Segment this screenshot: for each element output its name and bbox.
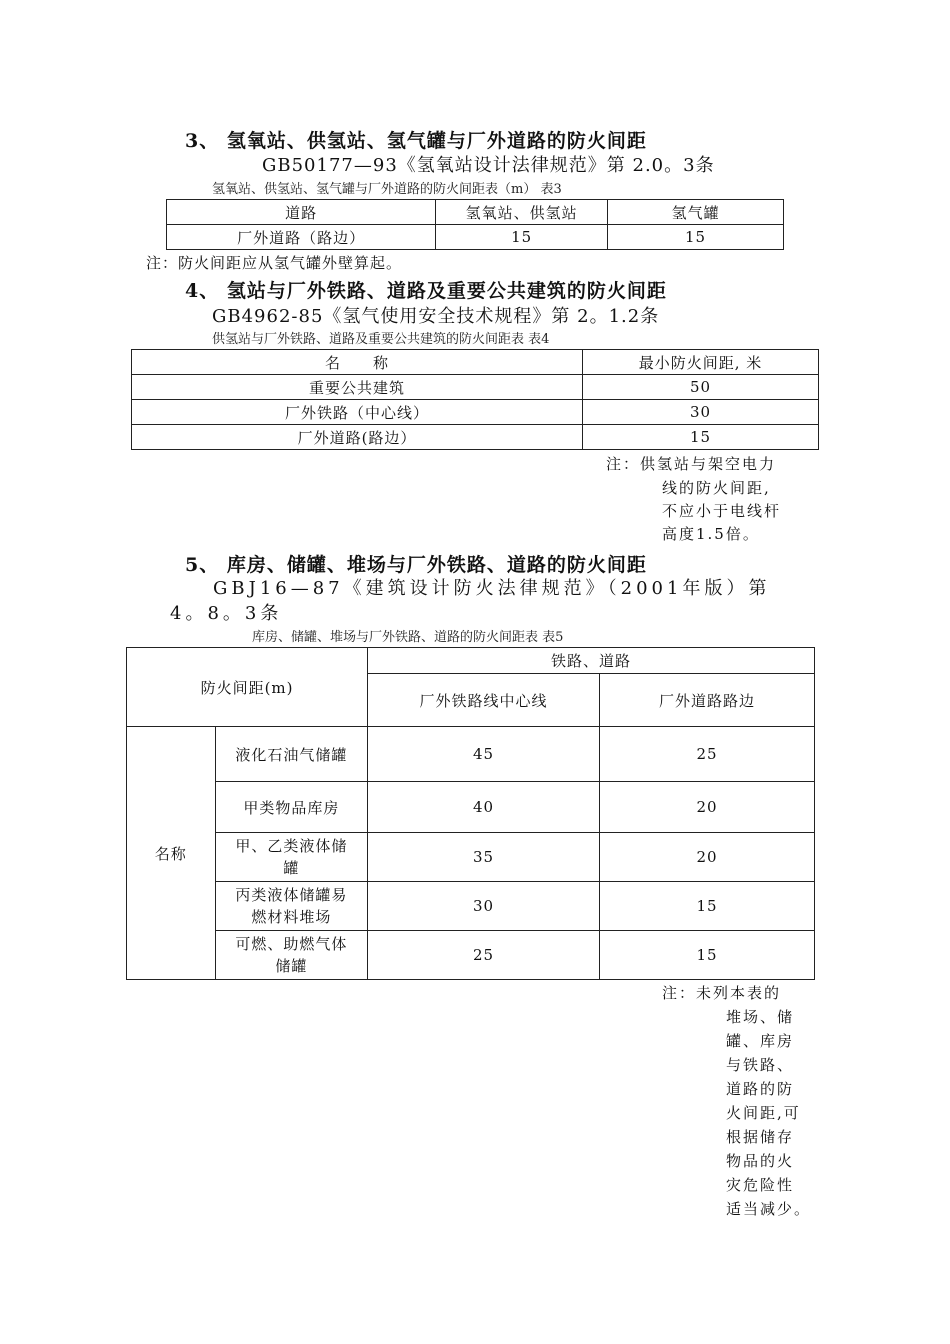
table-5-group-header: 铁路、道路 (368, 648, 815, 674)
table-5-cell-name: 丙类液体储罐易燃材料堆场 (215, 882, 367, 931)
section-4-note-line: 注：供氢站与架空电力 (606, 455, 777, 473)
table-4-cell: 厂外道路(路边） (132, 425, 583, 450)
section-5-note-line: 灾危险性 (726, 1176, 795, 1194)
table-4-caption: 供氢站与厂外铁路、道路及重要公共建筑的防火间距表 表4 (212, 332, 550, 347)
table-5-cell-road: 15 (599, 931, 814, 980)
table-5-caption: 库房、储罐、堆场与厂外铁路、道路的防火间距表 表5 (252, 630, 564, 645)
section-3-note: 注：防火间距应从氢气罐外壁算起。 (146, 254, 403, 272)
table-4 (131, 349, 819, 450)
table-5-cell-rail: 35 (368, 833, 600, 882)
table-5-cell-rail: 30 (368, 882, 600, 931)
table-5-cell-name: 可燃、助燃气体储罐 (215, 931, 367, 980)
section-4-note-line: 不应小于电线杆 (662, 502, 782, 520)
section-4-standard: GB4962-85《氢气使用安全技术规程》第 2。1.2条 (212, 306, 660, 327)
table-5-row-group: 名称 (127, 727, 216, 980)
table-3-header-road: 道路 (167, 200, 436, 225)
table-4-cell: 15 (583, 425, 819, 450)
section-4-note-line: 线的防火间距, (662, 479, 771, 497)
section-3-heading: 3、 氢氧站、供氢站、氢气罐与厂外道路的防火间距 (185, 130, 647, 152)
table-row (127, 833, 815, 882)
section-5-note-line: 适当减少。 (726, 1200, 812, 1218)
table-row (132, 375, 819, 400)
table-row (127, 931, 815, 980)
table-5-cell-rail: 40 (368, 782, 600, 833)
table-row (132, 425, 819, 450)
table-3-cell: 15 (436, 225, 608, 250)
table-4-cell: 30 (583, 400, 819, 425)
section-5-note-line: 道路的防 (726, 1080, 795, 1098)
table-5-cell-rail: 25 (368, 931, 600, 980)
section-5-note-line: 根据储存 (726, 1128, 795, 1146)
section-5-note-line: 物品的火 (726, 1152, 795, 1170)
table-5-cell-name: 甲类物品库房 (215, 782, 367, 833)
table-5-cell-road: 20 (599, 782, 814, 833)
section-5-note-line: 堆场、储 (726, 1008, 795, 1026)
section-5-heading: 5、 库房、储罐、堆场与厂外铁路、道路的防火间距 (185, 554, 647, 576)
section-5-note-line: 火间距,可 (726, 1104, 801, 1122)
table-3-header-station: 氢氧站、供氢站 (436, 200, 608, 225)
table-5-header-road: 厂外道路路边 (599, 674, 814, 727)
table-row (127, 727, 815, 782)
section-3-standard: GB50177—93《氢氧站设计法律规范》第 2.0。3条 (262, 155, 715, 176)
table-3-caption: 氢氧站、供氢站、氢气罐与厂外道路的防火间距表（m） 表3 (212, 182, 562, 197)
table-5-cell-name: 液化石油气储罐 (215, 727, 367, 782)
section-5-standard: GBJ16—87《建筑设计防火法律规范》（2001年版）第 (213, 578, 771, 599)
table-4-header-distance: 最小防火间距, 米 (583, 350, 819, 375)
table-5-cell-road: 20 (599, 833, 814, 882)
table-5-cell-name: 甲、乙类液体储罐 (215, 833, 367, 882)
table-4-cell: 重要公共建筑 (132, 375, 583, 400)
table-5-cell-road: 25 (599, 727, 814, 782)
table-3 (166, 199, 784, 250)
table-3-cell: 15 (608, 225, 784, 250)
table-row (167, 225, 784, 250)
section-5-note-line: 注：未列本表的 (662, 984, 782, 1002)
section-5-note-line: 罐、库房 (726, 1032, 795, 1050)
table-5-corner: 防火间距(m) (127, 648, 368, 727)
table-row (127, 882, 815, 931)
table-3-header-tank: 氢气罐 (608, 200, 784, 225)
table-5-header-rail: 厂外铁路线中心线 (368, 674, 600, 727)
section-4-note-line: 高度1.5倍。 (662, 525, 760, 543)
table-row (132, 400, 819, 425)
table-4-header-name: 名 称 (132, 350, 583, 375)
section-5-standard-cont: 4。8。3条 (170, 603, 283, 624)
table-3-cell: 厂外道路（路边） (167, 225, 436, 250)
table-5-cell-road: 15 (599, 882, 814, 931)
table-5 (126, 647, 815, 980)
table-row (127, 782, 815, 833)
table-4-cell: 50 (583, 375, 819, 400)
table-4-cell: 厂外铁路（中心线） (132, 400, 583, 425)
section-4-heading: 4、 氢站与厂外铁路、道路及重要公共建筑的防火间距 (185, 280, 667, 302)
table-5-cell-rail: 45 (368, 727, 600, 782)
section-5-note-line: 与铁路、 (726, 1056, 795, 1074)
